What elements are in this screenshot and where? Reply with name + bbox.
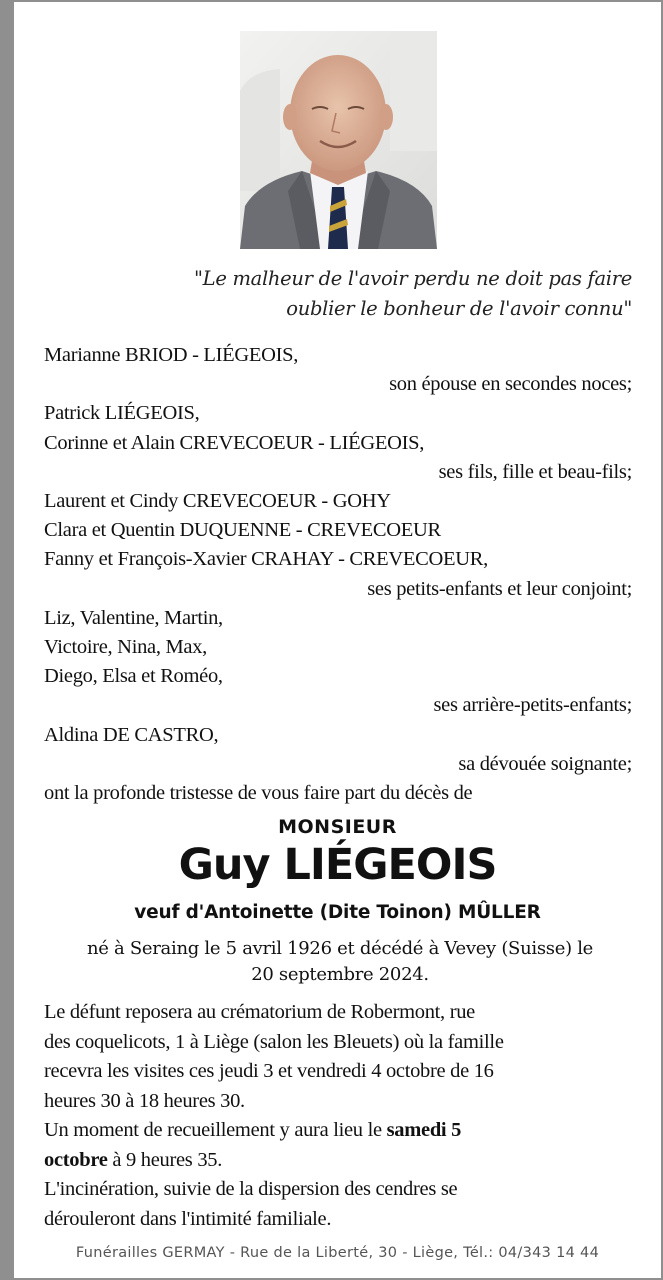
- text-line: recevra les visites ces jeudi 3 et vendredi 4 octobre de 16: [44, 1060, 494, 1082]
- family-line: ses fils, fille et beau-fils;: [438, 460, 632, 483]
- deceased-title: MONSIEUR: [278, 816, 397, 838]
- text-line: Le défunt reposera au crématorium de Robermont, rue: [44, 1001, 475, 1023]
- text-line: L'incinération, suivie de la dispersion des cendres se: [44, 1178, 458, 1200]
- family-line: Diego, Elsa et Roméo,: [44, 665, 223, 688]
- widow-of: veuf d'Antoinette (Dite Toinon) MÛLLER: [134, 902, 541, 923]
- ceremony-paragraph: [44, 1116, 644, 1175]
- quote-line: oublier le bonheur de l'avoir connu": [286, 297, 632, 320]
- family-line: Marianne BRIOD - LIÉGEOIS,: [44, 344, 299, 366]
- memorial-quote: [114, 264, 632, 324]
- family-line: Patrick LIÉGEOIS,: [44, 402, 200, 425]
- text-line: dérouleront dans l'intimité familiale.: [44, 1207, 332, 1230]
- family-line: sa dévouée soignante;: [458, 752, 632, 775]
- family-line: son épouse en secondes noces;: [389, 373, 632, 396]
- birth-death-dates: [40, 936, 640, 988]
- obituary-notice: [14, 2, 661, 1278]
- family-line: Corinne et Alain CREVECOEUR - LIÉGEOIS,: [44, 431, 425, 454]
- family-line: Liz, Valentine, Martin,: [44, 606, 223, 629]
- family-line: Fanny et François-Xavier CRAHAY - CREVECOEUR,: [44, 548, 488, 571]
- text-line: heures 30 à 18 heures 30.: [44, 1089, 245, 1112]
- birth-death-line: né à Seraing le 5 avril 1926 et décédé à Vevey (Suisse) le: [86, 938, 594, 959]
- funeral-home-footer: Funérailles GERMAY - Rue de la Liberté, 30 - Liège, Tél.: 04/343 14 44: [75, 1245, 600, 1261]
- quote-line: "Le malheur de l'avoir perdu ne doit pas faire: [194, 267, 632, 290]
- ceremony-month: octobre: [44, 1148, 108, 1171]
- text-line: [44, 1146, 644, 1176]
- ceremony-time: à 9 heures 35.: [107, 1148, 223, 1171]
- cremation-paragraph: [44, 1175, 644, 1234]
- family-line: Clara et Quentin DUQUENNE - CREVECOEUR: [44, 519, 441, 542]
- family-line: Laurent et Cindy CREVECOEUR - GOHY: [44, 490, 391, 512]
- family-line: ses arrière-petits-enfants;: [433, 694, 632, 717]
- text-line: [44, 1116, 644, 1146]
- family-line: ont la profonde tristesse de vous faire part du décès de: [44, 782, 473, 804]
- family-line: Aldina DE CASTRO,: [44, 723, 219, 746]
- family-line: Victoire, Nina, Max,: [44, 636, 207, 658]
- visitation-paragraph: [44, 998, 644, 1116]
- family-line: ses petits-enfants et leur conjoint;: [367, 577, 632, 600]
- ceremony-text: Un moment de recueillement y aura lieu le: [44, 1119, 387, 1141]
- deceased-name: Guy LIÉGEOIS: [178, 840, 497, 890]
- portrait-photo: [240, 31, 437, 249]
- birth-death-line: 20 septembre 2024.: [251, 964, 429, 985]
- text-line: des coquelicots, 1 à Liège (salon les Bleuets) où la famille: [44, 1030, 504, 1053]
- ceremony-date: samedi 5: [386, 1119, 462, 1141]
